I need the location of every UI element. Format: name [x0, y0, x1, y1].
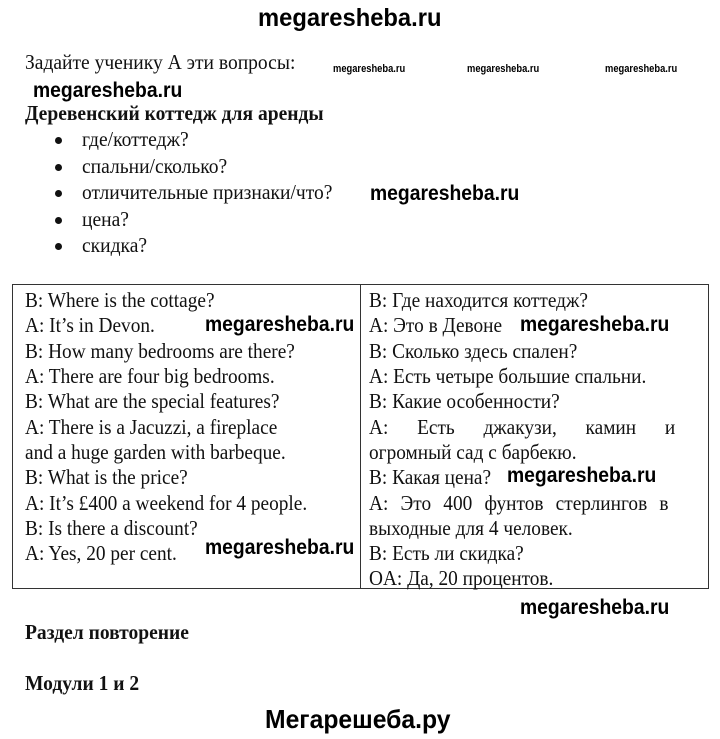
table-row: B: Где находится коттедж?	[369, 288, 588, 312]
list-item: скидка?	[82, 233, 148, 257]
table-row: A: Есть джакузи, камин и	[369, 415, 676, 439]
bullet-icon	[55, 137, 62, 144]
watermark-small: megaresheba.ru	[333, 63, 406, 75]
table-row: A: Это в Девоне	[369, 313, 503, 337]
table-row: B: Is there a discount?	[25, 516, 198, 540]
watermark: megaresheba.ru	[370, 182, 520, 205]
bullet-icon	[55, 164, 62, 171]
table-row: B: Сколько здесь спален?	[369, 339, 578, 363]
row-text: A: There is a Jacuzzi, a fireplace	[25, 415, 278, 439]
table-row: A: There are four big bedrooms.	[25, 364, 275, 388]
watermark-small: megaresheba.ru	[467, 63, 540, 75]
list-item: где/коттедж?	[82, 127, 189, 151]
watermark: megaresheba.ru	[507, 464, 657, 487]
list-item: отличительные признаки/что?	[82, 180, 333, 204]
table-row: B: How many bedrooms are there?	[25, 339, 295, 363]
heading: Деревенский коттедж для аренды	[25, 101, 324, 125]
section-title: Раздел повторение	[25, 620, 189, 644]
watermark: megaresheba.ru	[33, 79, 183, 102]
instruction-text: Задайте ученику А эти вопросы:	[25, 50, 296, 74]
table-row: A: It’s in Devon.	[25, 313, 155, 337]
table-row	[25, 417, 361, 438]
table-row: OA: Да, 20 процентов.	[369, 566, 554, 590]
table-row: выходные для 4 человек.	[369, 516, 573, 540]
table-row: A: Это 400 фунтов стерлингов в	[369, 491, 669, 515]
footer-watermark: Мегарешеба.ру	[265, 704, 451, 734]
watermark: megaresheba.ru	[205, 536, 355, 559]
table-row: B: Какие особенности?	[369, 389, 560, 413]
table-row: A: Yes, 20 per cent.	[25, 541, 177, 565]
bullet-icon	[55, 190, 62, 197]
table-row: B: Есть ли скидка?	[369, 541, 524, 565]
bullet-icon	[55, 243, 62, 250]
header-watermark: megaresheba.ru	[258, 4, 442, 32]
table-row: огромный сад с барбекю.	[369, 440, 577, 464]
table-row: A: It’s £400 a weekend for 4 people.	[25, 491, 308, 515]
table-row: A: Есть четыре большие спальни.	[369, 364, 647, 388]
bullet-icon	[55, 217, 62, 224]
list-item: спальни/сколько?	[82, 154, 228, 178]
watermark: megaresheba.ru	[520, 313, 670, 336]
watermark: megaresheba.ru	[205, 313, 355, 336]
table-row: B: Where is the cottage?	[25, 288, 215, 312]
table-row: B: What is the price?	[25, 465, 188, 489]
list-item: цена?	[82, 207, 129, 231]
watermark-small: megaresheba.ru	[605, 63, 678, 75]
table-row: B: Какая цена?	[369, 465, 492, 489]
watermark: megaresheba.ru	[520, 596, 670, 619]
module-title: Модули 1 и 2	[25, 671, 140, 695]
table-row: and a huge garden with barbeque.	[25, 440, 286, 464]
table-row: B: What are the special features?	[25, 389, 280, 413]
